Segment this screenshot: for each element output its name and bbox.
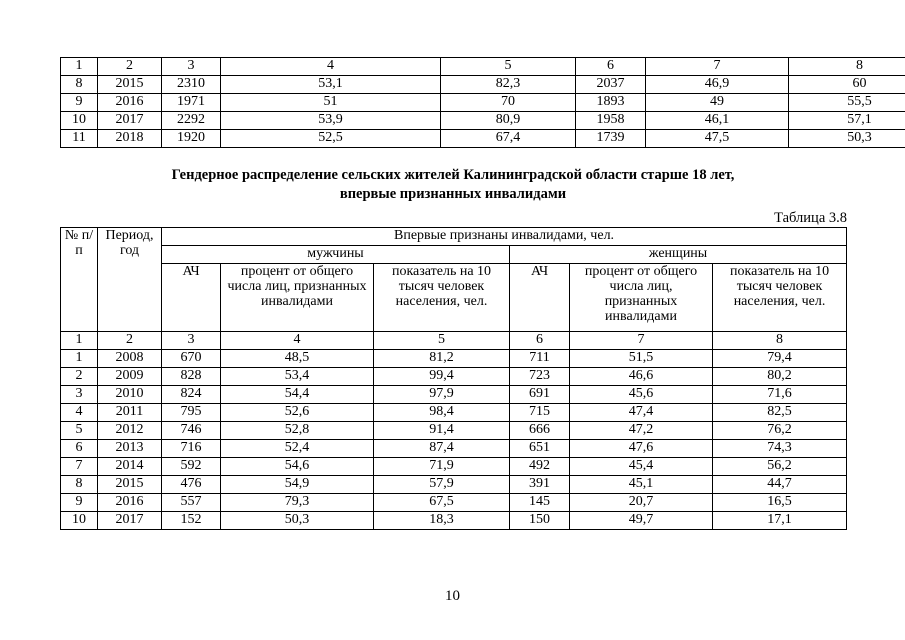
- table-cell: 715: [510, 404, 570, 422]
- table-cell: 11: [61, 130, 98, 148]
- table-cell: 51,5: [570, 350, 713, 368]
- table-cell: 9: [61, 494, 98, 512]
- table-cell: 2008: [98, 350, 162, 368]
- table-cell: 48,5: [221, 350, 374, 368]
- table-cell: 3: [162, 332, 221, 350]
- header-period: Период, год: [98, 228, 162, 332]
- table-cell: 51: [221, 94, 441, 112]
- table-row: [61, 76, 905, 94]
- table-row: [61, 512, 847, 530]
- table-cell: 2015: [98, 476, 162, 494]
- header-rate-women: показатель на 10 тысяч человек населения, чел.: [713, 264, 847, 332]
- table-cell: 98,4: [374, 404, 510, 422]
- table-cell: 5: [61, 422, 98, 440]
- table-cell: 3: [61, 386, 98, 404]
- table-label: Таблица 3.8: [774, 210, 847, 226]
- table-row: [61, 130, 905, 148]
- table-cell: 71,9: [374, 458, 510, 476]
- table-row: [61, 458, 847, 476]
- table-cell: 716: [162, 440, 221, 458]
- header-percent-women: процент от общего числа лиц, признанных инвалидами: [570, 264, 713, 332]
- header-ach-men: АЧ: [162, 264, 221, 332]
- table-cell: 52,8: [221, 422, 374, 440]
- table-cell: 57,1: [789, 112, 905, 130]
- section-title-line-1: Гендерное распределение сельских жителей Калининградской области старше 18 лет,: [171, 167, 735, 183]
- table-cell: 57,9: [374, 476, 510, 494]
- table-cell: 81,2: [374, 350, 510, 368]
- table-cell: 670: [162, 350, 221, 368]
- table-row: [61, 386, 847, 404]
- table-cell: 1893: [576, 94, 646, 112]
- table-cell: 2012: [98, 422, 162, 440]
- table-cell: 7: [61, 458, 98, 476]
- table-cell: 76,2: [713, 422, 847, 440]
- table-cell: 54,6: [221, 458, 374, 476]
- table-cell: 71,6: [713, 386, 847, 404]
- table-cell: 1739: [576, 130, 646, 148]
- table-cell: 79,3: [221, 494, 374, 512]
- table-cell: 391: [510, 476, 570, 494]
- table-cell: 44,7: [713, 476, 847, 494]
- table-cell: 2017: [98, 512, 162, 530]
- table-row: [61, 368, 847, 386]
- table-cell: 20,7: [570, 494, 713, 512]
- table-cell: 2: [98, 58, 162, 76]
- table-cell: 99,4: [374, 368, 510, 386]
- table-cell: 2011: [98, 404, 162, 422]
- table-cell: 47,2: [570, 422, 713, 440]
- table-cell: 52,6: [221, 404, 374, 422]
- table-cell: 145: [510, 494, 570, 512]
- table-continuation: [60, 57, 905, 148]
- table-cell: 46,9: [646, 76, 789, 94]
- table-cell: 17,1: [713, 512, 847, 530]
- table-cell: 592: [162, 458, 221, 476]
- table-cell: 60: [789, 76, 905, 94]
- table-cell: 2310: [162, 76, 221, 94]
- table-cell: 828: [162, 368, 221, 386]
- table-row: [61, 404, 847, 422]
- table-cell: 2292: [162, 112, 221, 130]
- table-cell: 1920: [162, 130, 221, 148]
- table-cell: 2013: [98, 440, 162, 458]
- table-cell: 2017: [98, 112, 162, 130]
- table-cell: 1971: [162, 94, 221, 112]
- table-cell: 711: [510, 350, 570, 368]
- table-cell: 49: [646, 94, 789, 112]
- table-cell: 8: [61, 476, 98, 494]
- header-percent-men: процент от общего числа лиц, признанных инвалидами: [221, 264, 374, 332]
- table-cell: 150: [510, 512, 570, 530]
- header-row-number: № п/п: [61, 228, 98, 332]
- table-cell: 50,3: [221, 512, 374, 530]
- table-cell: 2015: [98, 76, 162, 94]
- table-cell: 80,2: [713, 368, 847, 386]
- table-row: [61, 494, 847, 512]
- table-cell: 70: [441, 94, 576, 112]
- table-cell: 1958: [576, 112, 646, 130]
- table-cell: 7: [570, 332, 713, 350]
- table-cell: 53,9: [221, 112, 441, 130]
- table-cell: 824: [162, 386, 221, 404]
- table-cell: 54,4: [221, 386, 374, 404]
- table-cell: 18,3: [374, 512, 510, 530]
- table-cell: 2: [61, 368, 98, 386]
- table-cell: 3: [162, 58, 221, 76]
- table-cell: 50,3: [789, 130, 905, 148]
- header-ach-women: АЧ: [510, 264, 570, 332]
- section-title-line-2: впервые признанных инвалидами: [339, 186, 567, 202]
- table-cell: 79,4: [713, 350, 847, 368]
- table-cell: 8: [61, 76, 98, 94]
- column-number-row: [61, 58, 905, 76]
- table-cell: 97,9: [374, 386, 510, 404]
- table-cell: 2010: [98, 386, 162, 404]
- table-cell: 2014: [98, 458, 162, 476]
- table-cell: 46,1: [646, 112, 789, 130]
- table-cell: 746: [162, 422, 221, 440]
- table-cell: 4: [221, 58, 441, 76]
- table-cell: 55,5: [789, 94, 905, 112]
- table-cell: 10: [61, 112, 98, 130]
- table-cell: 2016: [98, 494, 162, 512]
- table-row: [61, 422, 847, 440]
- table-cell: 476: [162, 476, 221, 494]
- table-cell: 651: [510, 440, 570, 458]
- table-cell: 4: [221, 332, 374, 350]
- table-cell: 557: [162, 494, 221, 512]
- table-cell: 82,3: [441, 76, 576, 94]
- column-number-row: [61, 332, 847, 350]
- table-cell: 52,5: [221, 130, 441, 148]
- table-cell: 74,3: [713, 440, 847, 458]
- table-cell: 49,7: [570, 512, 713, 530]
- table-cell: 7: [646, 58, 789, 76]
- table-cell: 56,2: [713, 458, 847, 476]
- table-cell: 8: [789, 58, 905, 76]
- table-cell: 4: [61, 404, 98, 422]
- table-cell: 2018: [98, 130, 162, 148]
- header-group: Впервые признаны инвалидами, чел.: [162, 228, 847, 246]
- table-cell: 795: [162, 404, 221, 422]
- table-cell: 45,6: [570, 386, 713, 404]
- table-cell: 10: [61, 512, 98, 530]
- table-cell: 45,1: [570, 476, 713, 494]
- table-cell: 91,4: [374, 422, 510, 440]
- table-cell: 45,4: [570, 458, 713, 476]
- table-cell: 46,6: [570, 368, 713, 386]
- table-cell: 2009: [98, 368, 162, 386]
- table-cell: 16,5: [713, 494, 847, 512]
- table-cell: 8: [713, 332, 847, 350]
- table-cell: 47,4: [570, 404, 713, 422]
- table-row: [61, 112, 905, 130]
- table-cell: 1: [61, 350, 98, 368]
- table-cell: 53,1: [221, 76, 441, 94]
- table-cell: 691: [510, 386, 570, 404]
- table-cell: 6: [576, 58, 646, 76]
- table-cell: 1: [61, 332, 98, 350]
- table-cell: 2037: [576, 76, 646, 94]
- table-cell: 53,4: [221, 368, 374, 386]
- header-men: мужчины: [162, 246, 510, 264]
- table-cell: 152: [162, 512, 221, 530]
- table-cell: 723: [510, 368, 570, 386]
- table-cell: 47,6: [570, 440, 713, 458]
- table-cell: 67,5: [374, 494, 510, 512]
- page-number: 10: [445, 588, 460, 604]
- table-cell: 1: [61, 58, 98, 76]
- table-row: [61, 94, 905, 112]
- table-cell: 82,5: [713, 404, 847, 422]
- table-row: [61, 476, 847, 494]
- table-cell: 52,4: [221, 440, 374, 458]
- table-cell: 2016: [98, 94, 162, 112]
- table-cell: 67,4: [441, 130, 576, 148]
- table-cell: 6: [61, 440, 98, 458]
- table-cell: 47,5: [646, 130, 789, 148]
- table-cell: 5: [441, 58, 576, 76]
- table-cell: 666: [510, 422, 570, 440]
- table-cell: 54,9: [221, 476, 374, 494]
- header-women: женщины: [510, 246, 847, 264]
- table-cell: 87,4: [374, 440, 510, 458]
- header-rate-men: показатель на 10 тысяч человек населения, чел.: [374, 264, 510, 332]
- table-cell: 9: [61, 94, 98, 112]
- table-cell: 6: [510, 332, 570, 350]
- table-cell: 80,9: [441, 112, 576, 130]
- table-cell: 2: [98, 332, 162, 350]
- table-disability-by-gender: [60, 227, 847, 530]
- table-cell: 5: [374, 332, 510, 350]
- table-cell: 492: [510, 458, 570, 476]
- table-row: [61, 350, 847, 368]
- table-row: [61, 440, 847, 458]
